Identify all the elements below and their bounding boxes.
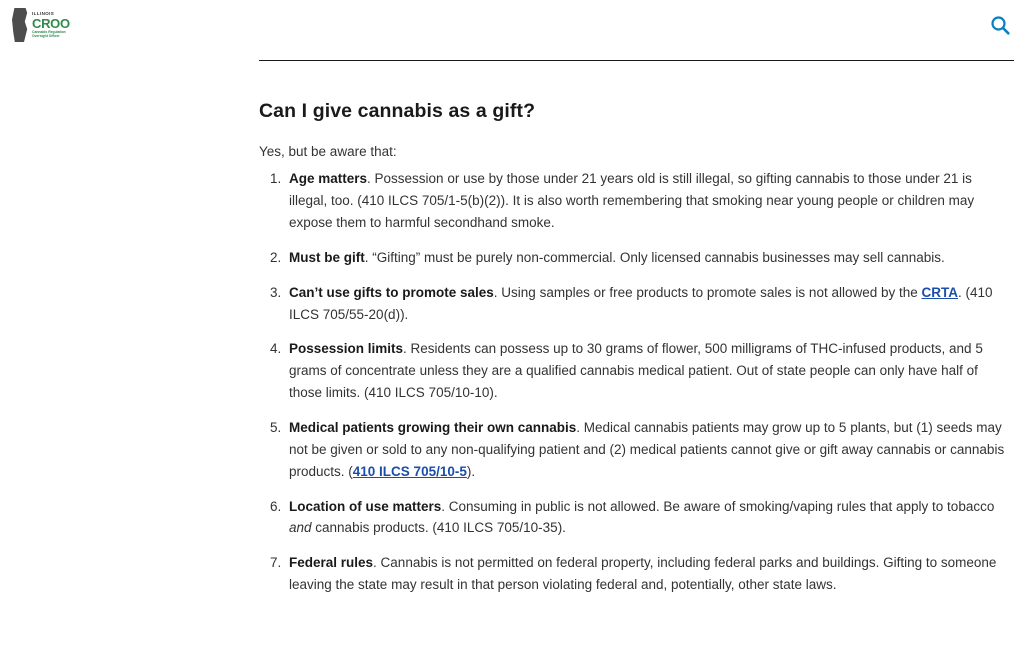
logo-text: [32, 12, 72, 38]
logo-name: CROO: [32, 15, 70, 31]
list-item-lead: Can’t use gifts to promote sales: [289, 284, 494, 300]
list-item-body: . Consuming in public is not allowed. Be aware of smoking/vaping rules that apply to tobacco: [441, 498, 995, 514]
list-item: [285, 338, 1011, 404]
crta-link[interactable]: CRTA: [921, 284, 959, 300]
search-icon: [990, 15, 1010, 35]
list-item: [285, 168, 1011, 234]
list-item-lead: Federal rules: [289, 555, 374, 571]
list-item-lead: Location of use matters: [289, 498, 442, 514]
header-divider: [259, 60, 1014, 61]
list-item-lead: Must be gift: [289, 249, 365, 265]
list-item-body: . Cannabis is not permitted on federal property, including federal parks and buildings. Gifting to someone leaving the state may result in that person violating federal and, potentially, other state laws.: [289, 555, 997, 593]
logo-state: ILLINOIS: [32, 10, 55, 16]
list-item-lead: Age matters: [289, 171, 368, 187]
intro-text: Yes, but be aware that:: [259, 144, 397, 159]
list-item: [285, 496, 1011, 540]
list-item-body: . Using samples or free products to promote sales is not allowed by the: [493, 284, 922, 300]
list-item: [285, 282, 1011, 326]
list-item-body: . Possession or use by those under 21 years old is still illegal, so gifting cannabis to those under 21 is illegal, too. (410 ILCS 705/1-5(b)(2)). It is also worth remembering that smoking near young people or children may expose them to harmful secondhand smoke.: [289, 171, 975, 230]
list-item-body: . “Gifting” must be purely non-commercial. Only licensed cannabis businesses may sell cannabis.: [364, 249, 945, 265]
list-item-emphasis: and: [289, 520, 312, 536]
site-logo[interactable]: [10, 5, 72, 45]
main-content: [259, 100, 1011, 596]
faq-list: [259, 168, 1011, 596]
logo-subtitle: Cannabis Regulation Oversight Officer: [32, 29, 66, 38]
list-item-body-cont: . (410 ILCS 705/55-20(d)).: [289, 284, 993, 322]
list-item-body: . Residents can possess up to 30 grams of flower, 500 milligrams of THC-infused products, and 5 grams of concentrate unless they are a qualified cannabis medical patient. Out of state people can only have half of those limits. (410 ILCS 705/10-10).: [289, 341, 983, 401]
list-item: [285, 552, 1011, 596]
list-item: [285, 417, 1011, 483]
page-title: Can I give cannabis as a gift?: [259, 100, 536, 122]
search-button[interactable]: [985, 10, 1015, 40]
list-item-body-cont: ).: [466, 463, 476, 479]
list-item: [285, 247, 1011, 269]
list-item-lead: Medical patients growing their own cannabis: [289, 419, 577, 435]
illinois-map-icon: [10, 8, 30, 42]
list-item-body-cont: cannabis products. (410 ILCS 705/10-35).: [311, 520, 566, 536]
list-item-body: . Medical cannabis patients may grow up to 5 plants, but (1) seeds may not be given or sold to any non-qualifying patient and (2) medical patients cannot give or gift away cannabis or cannabis products. (: [289, 419, 1005, 479]
statute-link[interactable]: 410 ILCS 705/10-5: [352, 463, 467, 479]
site-header: [0, 0, 1023, 48]
list-item-lead: Possession limits: [289, 341, 404, 357]
